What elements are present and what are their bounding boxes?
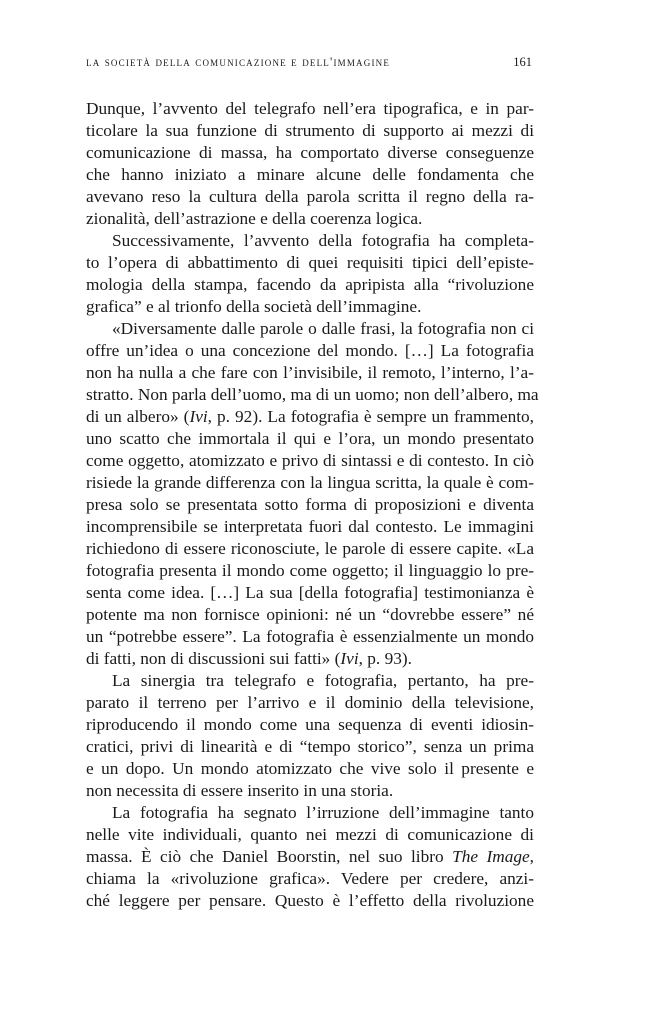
text-line	[86, 142, 534, 164]
text-line	[86, 868, 534, 890]
text-segment: di un albero» (	[86, 407, 190, 426]
text-segment: stratto. Non parla dell’uomo, ma di un uomo; non dell’albero, ma	[86, 385, 539, 404]
text-line	[86, 670, 534, 692]
text-line	[86, 824, 534, 846]
text-line	[86, 802, 534, 824]
text-segment: Dunque, l’avvento del telegrafo nell’era tipografica, e in par-	[86, 99, 534, 118]
italic-citation: The Image	[452, 847, 530, 866]
italic-citation: Ivi	[340, 649, 359, 668]
text-line	[86, 604, 534, 626]
text-segment: mologia della stampa, facendo da apripista alla “rivoluzione	[86, 275, 534, 294]
text-line	[86, 538, 534, 560]
text-segment: non necessita di essere inserito in una storia.	[86, 781, 394, 800]
text-segment: presa solo se presentata sotto forma di proposizioni e diventa	[86, 495, 534, 514]
text-segment: Successivamente, l’avvento della fotografia ha completa-	[112, 231, 534, 250]
text-line	[86, 384, 539, 406]
paragraph	[86, 802, 534, 912]
text-line	[86, 274, 534, 296]
text-segment: avevano reso la cultura della parola scritta il regno della ra-	[86, 187, 534, 206]
running-head	[86, 55, 534, 77]
text-segment: uno scatto che immortala il qui e l’ora, un mondo presentato	[86, 429, 534, 448]
text-line	[86, 516, 534, 538]
text-line	[86, 164, 534, 186]
paragraph	[86, 318, 539, 670]
text-segment: richiedono di essere riconosciute, le parole di essere capite. «La	[86, 539, 534, 558]
text-segment: riproducendo il mondo come una sequenza di eventi idiosin-	[86, 715, 534, 734]
text-line	[86, 472, 534, 494]
page-number: 161	[513, 55, 532, 69]
text-segment: , p. 93).	[358, 649, 412, 668]
text-line	[86, 758, 534, 780]
book-page	[86, 55, 539, 912]
text-line	[86, 494, 534, 516]
text-line	[86, 406, 534, 428]
text-segment: to l’opera di abbattimento di quei requisiti tipici dell’episte-	[86, 253, 534, 272]
text-segment: massa. È ciò che Daniel Boorstin, nel suo libro	[86, 847, 453, 866]
text-segment: comunicazione di massa, ha comportato diverse conseguenze	[86, 143, 534, 162]
text-segment: ticolare la sua funzione di strumento di supporto ai mezzi di	[86, 121, 534, 140]
text-line	[86, 428, 534, 450]
chapter-title: la società della comunicazione e dell'immagine	[86, 55, 391, 69]
paragraph	[86, 670, 534, 802]
text-line	[86, 846, 534, 868]
text-segment: come oggetto, atomizzato e privo di sintassi e di contesto. In ciò	[86, 451, 534, 470]
text-segment: fotografia presenta il mondo come oggetto; il linguaggio lo pre-	[86, 561, 534, 580]
text-segment: che hanno iniziato a minare alcune delle fondamenta che	[86, 165, 534, 184]
text-line	[86, 582, 534, 604]
text-line	[86, 714, 534, 736]
text-segment: offre un’idea o una concezione del mondo. […] La fotografia	[86, 341, 534, 360]
text-segment: senta come idea. […] La sua [della fotografia] testimonianza è	[86, 583, 534, 602]
text-line	[86, 890, 534, 912]
text-line	[86, 648, 534, 670]
text-line	[86, 340, 534, 362]
text-segment: potente ma non fornisce opinioni: né un “dovrebbe essere” né	[86, 605, 534, 624]
text-segment: ,	[529, 847, 534, 866]
text-line	[86, 296, 534, 318]
text-segment: di fatti, non di discussioni sui fatti» (	[86, 649, 341, 668]
text-segment: La fotografia ha segnato l’irruzione dell’immagine tanto	[112, 803, 534, 822]
text-segment: ché leggere per pensare. Questo è l’effetto della rivoluzione	[86, 891, 534, 910]
text-line	[86, 362, 534, 384]
text-segment: nelle vite individuali, quanto nei mezzi di comunicazione di	[86, 825, 534, 844]
body-text	[86, 98, 539, 912]
text-line	[86, 120, 534, 142]
text-line	[86, 252, 534, 274]
text-line	[86, 780, 534, 802]
text-line	[86, 692, 534, 714]
text-segment: e un dopo. Un mondo atomizzato che vive solo il presente e	[86, 759, 534, 778]
text-line	[86, 186, 534, 208]
text-segment: La sinergia tra telegrafo e fotografia, pertanto, ha pre-	[112, 671, 534, 690]
text-segment: zionalità, dell’astrazione e della coerenza logica.	[86, 209, 423, 228]
text-segment: «Diversamente dalle parole o dalle frasi, la fotografia non ci	[112, 319, 534, 338]
text-line	[86, 318, 534, 340]
italic-citation: Ivi	[189, 407, 208, 426]
text-line	[86, 450, 534, 472]
text-segment: non ha nulla a che fare con l’invisibile, il remoto, l’interno, l’a-	[86, 363, 534, 382]
text-line	[86, 208, 534, 230]
text-segment: grafica” e al trionfo della società dell’immagine.	[86, 297, 422, 316]
text-line	[86, 626, 534, 648]
text-segment: , p. 92). La fotografia è sempre un frammento,	[207, 407, 534, 426]
text-segment: parato il terreno per l’arrivo e il dominio della televisione,	[86, 693, 534, 712]
text-segment: risiede la grande differenza con la lingua scritta, la quale è com-	[86, 473, 534, 492]
paragraph	[86, 98, 534, 230]
text-segment: cratici, privi di linearità e di “tempo storico”, senza un prima	[86, 737, 534, 756]
text-segment: un “potrebbe essere”. La fotografia è essenzialmente un mondo	[86, 627, 534, 646]
text-line	[86, 736, 534, 758]
text-line	[86, 560, 534, 582]
paragraph	[86, 230, 534, 318]
text-line	[86, 98, 534, 120]
text-line	[86, 230, 534, 252]
text-segment: incomprensibile se interpretata fuori dal contesto. Le immagini	[86, 517, 534, 536]
text-segment: chiama la «rivoluzione grafica». Vedere per credere, anzi-	[86, 869, 534, 888]
